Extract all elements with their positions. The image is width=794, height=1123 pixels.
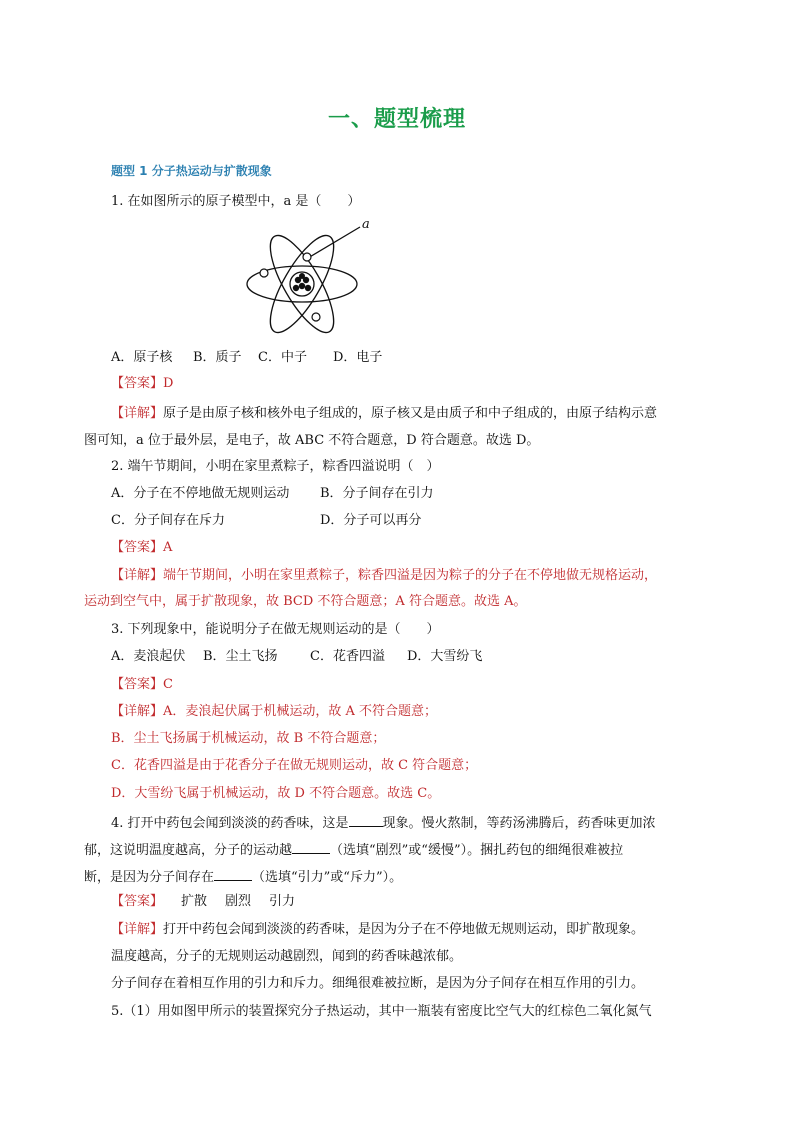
q2-option-c: C．分子间存在斥力 <box>111 513 225 528</box>
q3-detail-line1: 【详解】A．麦浪起伏属于机械运动，故 A 不符合题意； <box>111 704 438 719</box>
q3-detail-line4: D．大雪纷飞属于机械运动，故 D 不符合题意。故选 C。 <box>111 786 441 801</box>
q4-blank-1 <box>349 812 383 827</box>
q2-detail-line1: 【详解】端午节期间，小明在家里煮粽子，粽香四溢是因为粽子的分子在不停地做无规格运动， <box>111 568 658 583</box>
q1-detail-line1: 【详解】原子是由原子核和核外电子组成的，原子核又是由质子和中子组成的，由原子结构示意 <box>111 406 658 421</box>
q3-option-b: B．尘土飞扬 <box>203 649 278 664</box>
nucleus <box>293 273 311 291</box>
q4-answer: 【答案】 扩散 剧烈 引力 <box>111 894 296 909</box>
q4-detail-line3: 分子间存在着相互作用的引力和斥力。细绳很难被拉断，是因为分子间存在相互作用的引力。 <box>111 976 645 991</box>
section-heading: 题型 1 分子热运动与扩散现象 <box>111 164 272 178</box>
atom-model-figure <box>246 214 382 344</box>
electron <box>312 313 320 321</box>
q3-detail-line2: B．尘土飞扬属于机械运动，故 B 不符合题意； <box>111 731 386 746</box>
q2-option-b: B．分子间存在引力 <box>320 486 434 501</box>
q4-stem-line2: 郁，这说明温度越高，分子的运动越 （选填“剧烈”或“缓慢”）。捆扎药包的细绳很难被拉 <box>84 839 623 860</box>
q3-option-d: D．大雪纷飞 <box>407 649 483 664</box>
electron <box>260 269 268 277</box>
q1-option-a: A．原子核 <box>111 350 173 365</box>
q3-answer: 【答案】C <box>111 677 173 692</box>
q1-stem: 1. 在如图所示的原子模型中，a 是（ ） <box>111 194 361 209</box>
q4-detail-line1: 【详解】打开中药包会闻到淡淡的药香味，是因为分子在不停地做无规则运动，即扩散现象。 <box>111 922 645 937</box>
q1-option-c: C．中子 <box>258 350 307 365</box>
q4-detail-line2: 温度越高，分子的无规则运动越剧烈，闻到的药香味越浓郁。 <box>111 949 463 964</box>
figure-label-a: a <box>362 217 370 232</box>
q3-option-a: A．麦浪起伏 <box>111 649 186 664</box>
q4-stem-line3: 断，是因为分子间存在 （选填“引力”或“斥力”）。 <box>84 866 402 887</box>
q3-option-c: C．花香四溢 <box>310 649 385 664</box>
q4-blank-2 <box>292 839 330 854</box>
q1-answer: 【答案】D <box>111 376 174 391</box>
page-title: 一、题型梳理 <box>327 107 466 132</box>
q2-stem: 2. 端午节期间，小明在家里煮粽子，粽香四溢说明（ ） <box>111 459 440 474</box>
q4-stem-line1: 4. 打开中药包会闻到淡淡的药香味，这是 现象。慢火熬制，等药汤沸腾后，药香味更加浓 <box>111 812 656 833</box>
q3-stem: 3. 下列现象中，能说明分子在做无规则运动的是（ ） <box>111 622 440 637</box>
q2-option-a: A．分子在不停地做无规则运动 <box>111 486 290 501</box>
q1-detail-line2: 图可知，a 位于最外层，是电子，故 ABC 不符合题意，D 符合题意。故选 D。 <box>84 433 540 448</box>
q2-answer: 【答案】A <box>111 540 173 555</box>
q1-option-d: D．电子 <box>333 350 383 365</box>
q4-blank-3 <box>214 866 252 881</box>
label-pointer <box>308 227 360 258</box>
q1-option-b: B．质子 <box>193 350 242 365</box>
q2-option-d: D．分子可以再分 <box>320 513 422 528</box>
q5-stem: 5.（1）用如图甲所示的装置探究分子热运动，其中一瓶装有密度比空气大的红棕色二氧化氮气 <box>111 1004 652 1019</box>
electron <box>303 253 311 261</box>
q2-detail-line2: 运动到空气中，属于扩散现象，故 BCD 不符合题意；A 符合题意。故选 A。 <box>84 594 527 609</box>
q3-detail-line3: C．花香四溢是由于花香分子在做无规则运动，故 C 符合题意； <box>111 758 478 773</box>
